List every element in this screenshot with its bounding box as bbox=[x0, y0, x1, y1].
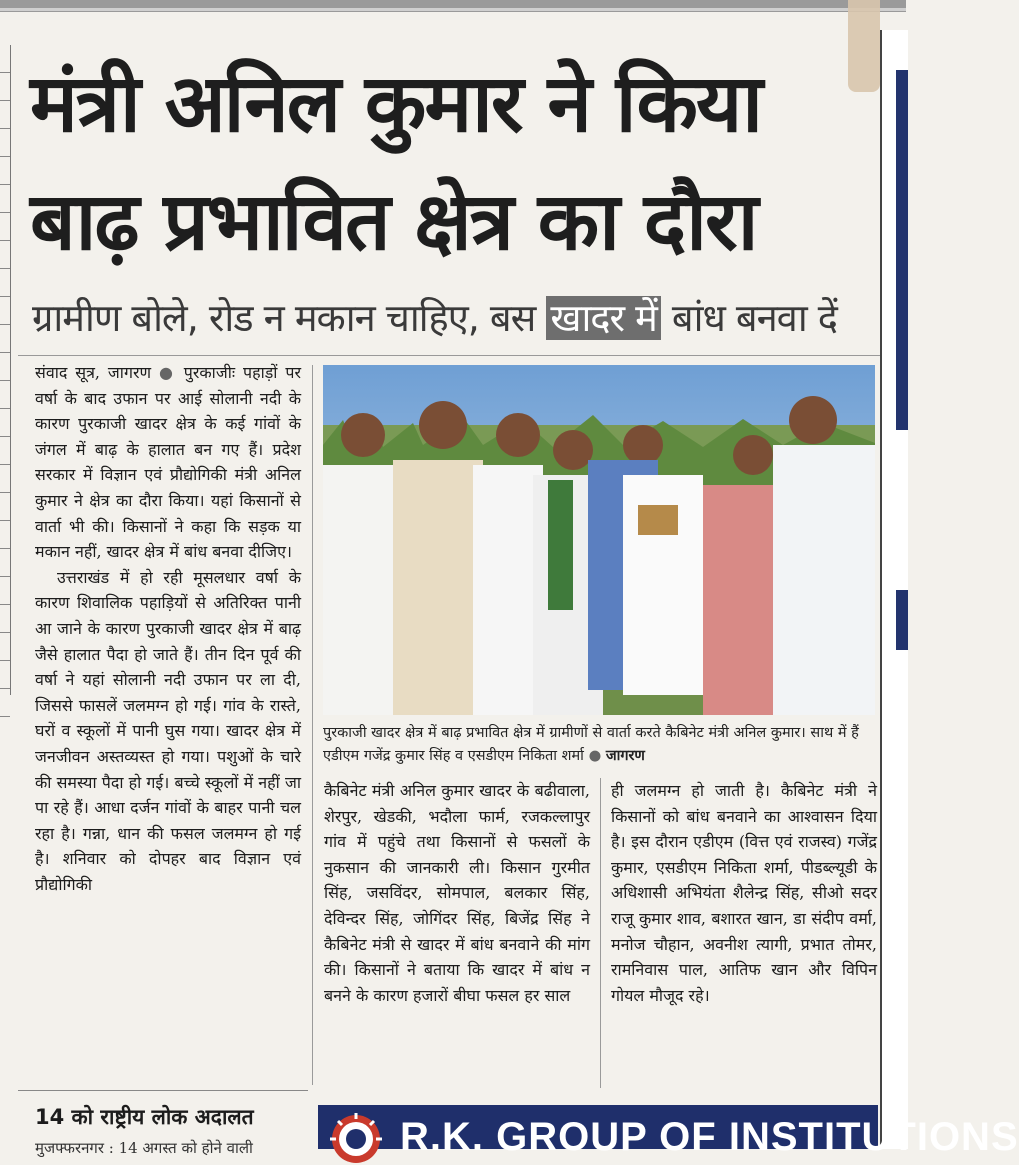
advert-banner bbox=[318, 1105, 1019, 1159]
headline-line-1: मंत्री अनिल कुमार ने किया bbox=[30, 57, 762, 150]
column-divider bbox=[312, 365, 313, 1085]
institution-logo-icon bbox=[330, 1113, 382, 1165]
sidebar-headline: 14 को राष्ट्रीय लोक अदालत bbox=[35, 1105, 254, 1129]
caption-text: पुरकाजी खादर क्षेत्र में बाढ़ प्रभावित क्षेत्र में ग्रामीणों से वार्ता करते कैबिनेट मंत्री अनिल कुमार। साथ में हैं एडीएम गजेंद्र कुमार सिंह व एसडीएम निकिता शर्मा bbox=[323, 725, 859, 764]
sidebar-snippet: मुजफ्फरनगर : 14 अगस्त को होने वाली bbox=[35, 1139, 253, 1157]
column-divider bbox=[600, 778, 601, 1088]
right-adjacent-column bbox=[880, 30, 908, 1149]
subhead-post: बांध बनवा दें bbox=[660, 296, 837, 340]
byline: संवाद सूत्र, जागरण bbox=[35, 363, 152, 382]
left-adjacent-column bbox=[0, 45, 11, 695]
article-column-3: ही जलमग्न हो जाती है। कैबिनेट मंत्री ने किसानों को बांध बनवाने का आश्वासन दिया है। इस दौरान एडीएम (वित्त एवं राजस्व) गजेंद्र कुमार, एसडीएम निकिता शर्मा, पीडब्ल्यूडी के अधिशासी अभियंता शैलेन्द्र सिंह, सीओ सदर राजू कुमार शाव, बशारत खान, डा संदीप वर्मा, मनोज चौहान, अवनीश त्यागी, प्रभात तोमर, रामनिवास पाल, आतिफ खान और विपिन गोयल मौजूद रहे। bbox=[611, 781, 877, 1005]
article-column-2: कैबिनेट मंत्री अनिल कुमार खादर के बढीवाला, शेरपुर, खेडकी, भदौला फार्म, रजकल्लापुर गांव में पहुंचे तथा किसानों से फसलों के नुकसान की जानकारी ली। किसान गुरमीत सिंह, जसविंदर, सोमपाल, बलकार सिंह, देविन्दर सिंह, जोगिंदर सिंह, बिजेंद्र सिंह ने कैबिनेट मंत्री से खादर में बांध बनवाने की मांग की। किसानों ने बताया कि खादर में बांध न बनने के कारण हजारों बीघा फसल हर साल bbox=[324, 781, 590, 1005]
advert-text: R.K. GROUP OF INSTITUTIONS bbox=[400, 1115, 1019, 1159]
headline-line-2: बाढ़ प्रभावित क्षेत्र का दौरा bbox=[30, 175, 757, 268]
subheadline bbox=[32, 290, 877, 346]
photo-caption: पुरकाजी खादर क्षेत्र में बाढ़ प्रभावित क्षेत्र में ग्रामीणों से वार्ता करते कैबिनेट मंत्री अनिल कुमार। साथ में हैं एडीएम गजेंद्र कुमार सिंह व एसडीएम निकिता शर्मा ● जागरण bbox=[323, 725, 859, 764]
paragraph-2: उत्तराखंड में हो रही मूसलधार वर्षा के कारण शिवालिक पहाड़ियों से अतिरिक्त पानी आ जाने के कारण पुरकाजी खादर क्षेत्र में बाढ़ जैसे हालात पैदा हो जाते हैं। तीन दिन पूर्व की वर्षा ने यहां सोलानी नदी उफान पर ला दी, जिससे फासलें जलमग्न हो गई। गांव के रास्ते, घरों व स्कूलों में पानी घुस गया। खादर क्षेत्र में जनजीवन अस्तव्यस्त हो गया। पशुओं के चारे की समस्या पैदा हो गई। बच्चे स्कूलों में नहीं जा पा रहे हैं। आधा दर्जन गांवों के बाहर पानी चल रहा है। गन्ना, धान की फसल जलमग्न हो गई है। शनिवार को दोपहर बाद विज्ञान एवं प्रौद्योगिकी bbox=[35, 567, 301, 894]
subhead-highlight: खादर में bbox=[546, 296, 660, 340]
page-top-border bbox=[0, 0, 906, 12]
dateline: पुरकाजीः bbox=[183, 363, 236, 382]
paragraph-1: संवाद सूत्र, जागरण ● पुरकाजीः पहाड़ों पर वर्षा के बाद उफान पर आई सोलानी नदी के कारण पुरकाजी खादर क्षेत्र के कई गांवों के जंगल में बाढ़ के हालात बन गए हैं। प्रदेश सरकार में विज्ञान एवं प्रौद्योगिकी मंत्री अनिल कुमार ने क्षेत्र का दौरा किया। यहां किसानों से वार्ता भी की। किसानों ने कहा कि सड़क या मकान नहीं, खादर क्षेत्र में बांध बनवा दीजिए। bbox=[35, 363, 302, 562]
headline-divider bbox=[18, 355, 880, 356]
article-column-1 bbox=[35, 360, 301, 897]
section-divider bbox=[18, 1090, 308, 1091]
caption-credit: जागरण bbox=[605, 748, 645, 764]
photo-illustration bbox=[323, 365, 875, 715]
paragraph-1-text: पहाड़ों पर वर्षा के बाद उफान पर आई सोलानी नदी के कारण पुरकाजी खादर क्षेत्र के कई गांवों के जंगल में बाढ़ के हालात बन गए हैं। प्रदेश सरकार में विज्ञान एवं प्रौद्योगिकी मंत्री अनिल कुमार ने क्षेत्र का दौरा किया। यहां किसानों से वार्ता भी की। किसानों ने कहा कि सड़क या मकान नहीं, खादर क्षेत्र में बांध बनवा दीजिए। bbox=[35, 363, 302, 562]
subhead-pre: ग्रामीण बोले, रोड न मकान चाहिए, बस bbox=[32, 296, 547, 340]
news-photo bbox=[323, 365, 875, 715]
